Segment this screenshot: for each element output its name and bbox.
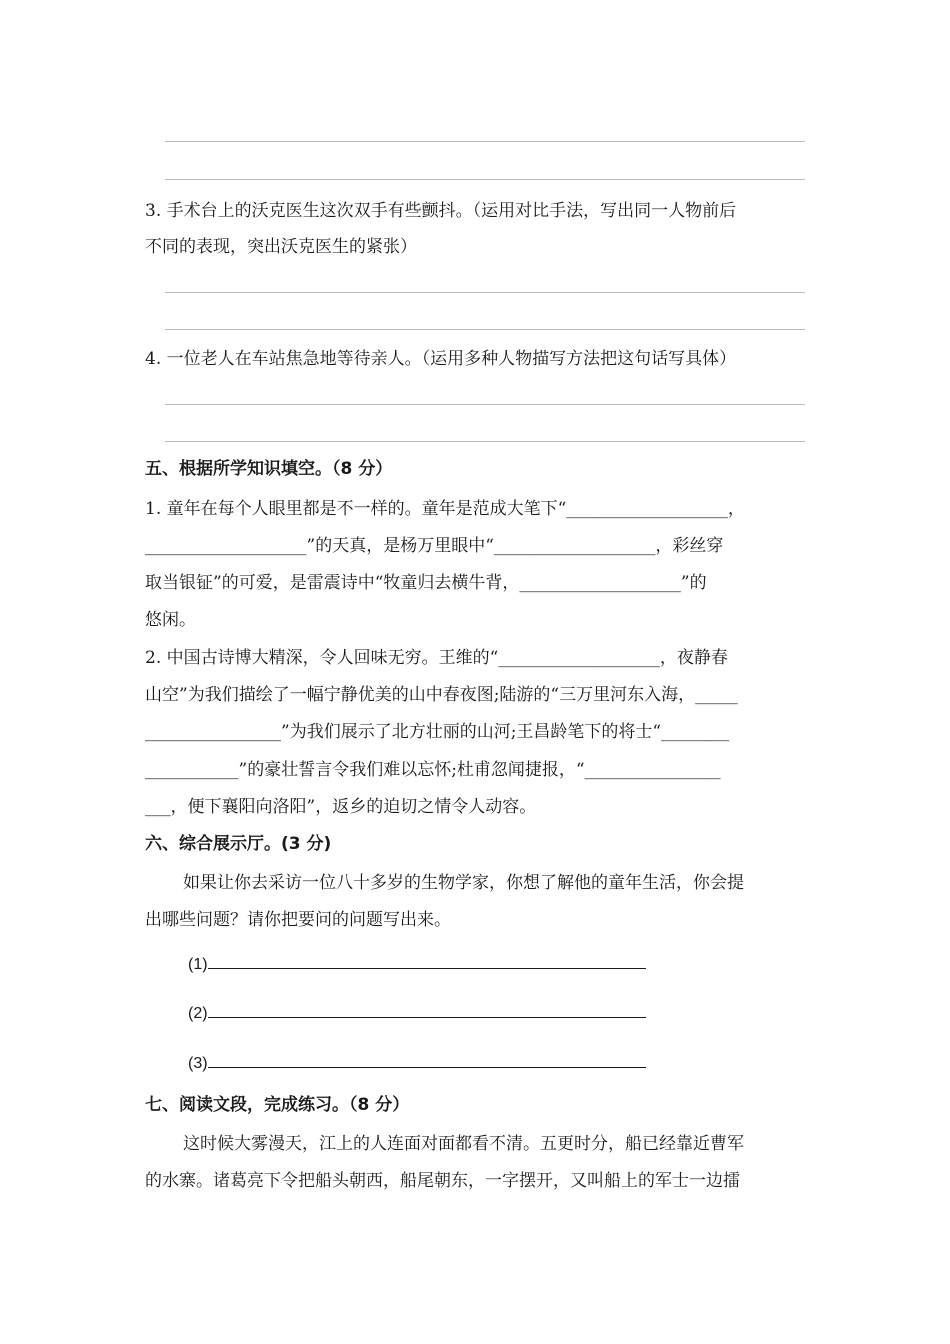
section-5-p1-line: 取当银钲”的可爱，是雷震诗中“牧童归去横牛背，___________________”的 xyxy=(145,573,707,593)
section-5-p1-line: ___________________”的天真，是杨万里眼中“___________________，彩丝穿 xyxy=(145,536,724,556)
writing-line[interactable] xyxy=(165,141,805,142)
answer-line-2[interactable] xyxy=(188,1003,646,1025)
section-7-paragraph-line: 这时候大雾漫天，江上的人连面对面都看不清。五更时分，船已经靠近曹军 xyxy=(183,1134,744,1154)
question-3-text: 不同的表现，突出沃克医生的紧张） xyxy=(145,237,417,257)
answer-label: (2) xyxy=(188,1005,208,1022)
section-5-p2-line: ___，便下襄阳向洛阳”，返乡的迫切之情令人动容。 xyxy=(145,797,537,817)
section-5-p1-line: 悠闲。 xyxy=(145,610,196,630)
section-5-p1-line: 1. 童年在每个人眼里都是不一样的。童年是范成大笔下“___________________， xyxy=(145,499,745,519)
answer-line-3[interactable] xyxy=(188,1053,646,1075)
section-5-p2-line: 2. 中国古诗博大精深，令人回味无穷。王维的“___________________，夜静春 xyxy=(145,648,728,668)
answer-label: (1) xyxy=(188,956,208,973)
section-5-heading: 五、根据所学知识填空。（8 分） xyxy=(145,459,393,479)
answer-line-1[interactable] xyxy=(188,954,646,976)
question-3-text: 3. 手术台上的沃克医生这次双手有些颤抖。（运用对比手法，写出同一人物前后 xyxy=(145,201,737,221)
section-5-p2-line: ________________”为我们展示了北方壮丽的山河;王昌龄笔下的将士“________ xyxy=(145,722,730,742)
writing-line[interactable] xyxy=(165,329,805,330)
section-6-paragraph-line: 如果让你去采访一位八十多岁的生物学家，你想了解他的童年生活，你会提 xyxy=(183,873,744,893)
writing-line[interactable] xyxy=(165,404,805,405)
answer-underline[interactable] xyxy=(208,1003,646,1018)
section-5-p2-line: 山空”为我们描绘了一幅宁静优美的山中春夜图;陆游的“三万里河东入海，_____ xyxy=(145,685,738,705)
section-7-paragraph-line: 的水寨。诸葛亮下令把船头朝西，船尾朝东，一字摆开，又叫船上的军士一边擂 xyxy=(145,1171,740,1191)
answer-label: (3) xyxy=(188,1055,208,1072)
section-7-heading: 七、阅读文段，完成练习。（8 分） xyxy=(145,1095,410,1115)
question-4-text: 4. 一位老人在车站焦急地等待亲人。（运用多种人物描写方法把这句话写具体） xyxy=(145,349,737,369)
section-6-paragraph-line: 出哪些问题？请你把要问的问题写出来。 xyxy=(145,910,451,930)
section-5-p2-line: ___________”的豪壮誓言令我们难以忘怀;杜甫忽闻捷报，“________________ xyxy=(145,760,721,780)
answer-underline[interactable] xyxy=(208,1053,646,1068)
writing-line[interactable] xyxy=(165,292,805,293)
section-6-heading: 六、综合展示厅。(3 分) xyxy=(145,834,332,854)
writing-line[interactable] xyxy=(165,179,805,180)
answer-underline[interactable] xyxy=(208,954,646,969)
writing-line[interactable] xyxy=(165,441,805,442)
